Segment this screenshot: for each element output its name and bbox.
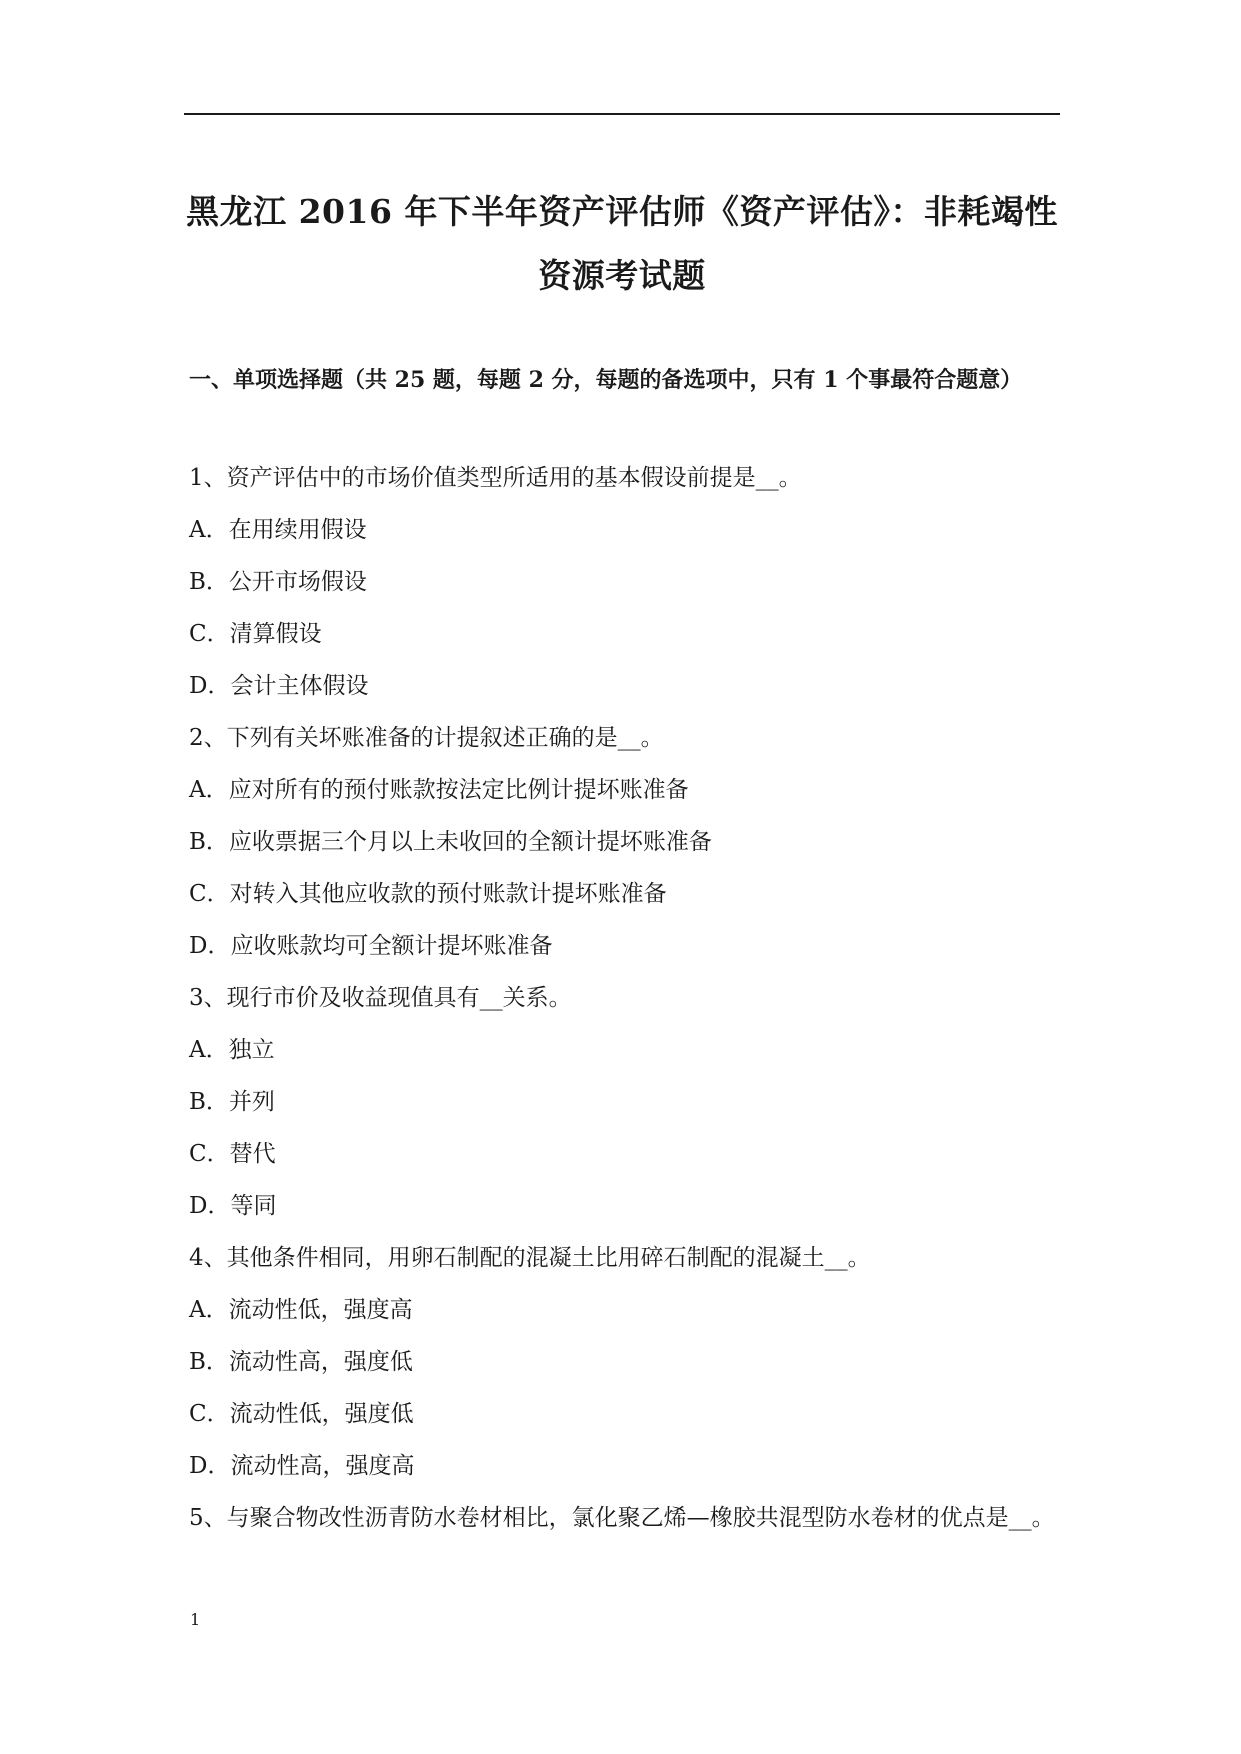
question-stem: 1、资产评估中的市场价值类型所适用的基本假设前提是__。 xyxy=(189,465,802,491)
option-b: B．流动性高，强度低 xyxy=(189,1349,413,1375)
option-b: B．公开市场假设 xyxy=(189,569,367,595)
option-d: D．应收账款均可全额计提坏账准备 xyxy=(189,933,553,959)
question-stem: 3、现行市价及收益现值具有__关系。 xyxy=(189,985,572,1011)
question-stem: 2、下列有关坏账准备的计提叙述正确的是__。 xyxy=(189,725,664,751)
section-heading: 一、单项选择题（共 25 题，每题 2 分，每题的备选项中，只有 1 个事最符合题意） xyxy=(189,367,1023,393)
page-number: 1 xyxy=(190,1610,201,1629)
question-list xyxy=(189,452,1060,1536)
option-d: D．会计主体假设 xyxy=(189,673,369,699)
header-rule xyxy=(184,113,1060,115)
question-3 xyxy=(189,972,1060,1232)
question-2 xyxy=(189,712,1060,972)
option-c: C．替代 xyxy=(189,1141,276,1167)
document-title: 黑龙江 2016 年下半年资产评估师《资产评估》：非耗竭性资源考试题 xyxy=(186,192,1058,295)
option-a: A．应对所有的预付账款按法定比例计提坏账准备 xyxy=(189,777,689,803)
option-b: B．并列 xyxy=(189,1089,275,1115)
question-1 xyxy=(189,452,1060,712)
option-a: A．独立 xyxy=(189,1037,275,1063)
question-4 xyxy=(189,1232,1060,1492)
question-stem: 5、与聚合物改性沥青防水卷材相比，氯化聚乙烯—橡胶共混型防水卷材的优点是__。 xyxy=(189,1505,1055,1531)
option-c: C．清算假设 xyxy=(189,621,322,647)
question-5 xyxy=(189,1492,1060,1536)
option-d: D．等同 xyxy=(189,1193,277,1219)
option-a: A．流动性低，强度高 xyxy=(189,1297,413,1323)
option-d: D．流动性高，强度高 xyxy=(189,1453,415,1479)
option-c: C．对转入其他应收款的预付账款计提坏账准备 xyxy=(189,881,667,907)
option-a: A．在用续用假设 xyxy=(189,517,367,543)
option-c: C．流动性低，强度低 xyxy=(189,1401,414,1427)
option-b: B．应收票据三个月以上未收回的全额计提坏账准备 xyxy=(189,829,712,855)
question-stem: 4、其他条件相同，用卵石制配的混凝土比用碎石制配的混凝土__。 xyxy=(189,1245,871,1271)
